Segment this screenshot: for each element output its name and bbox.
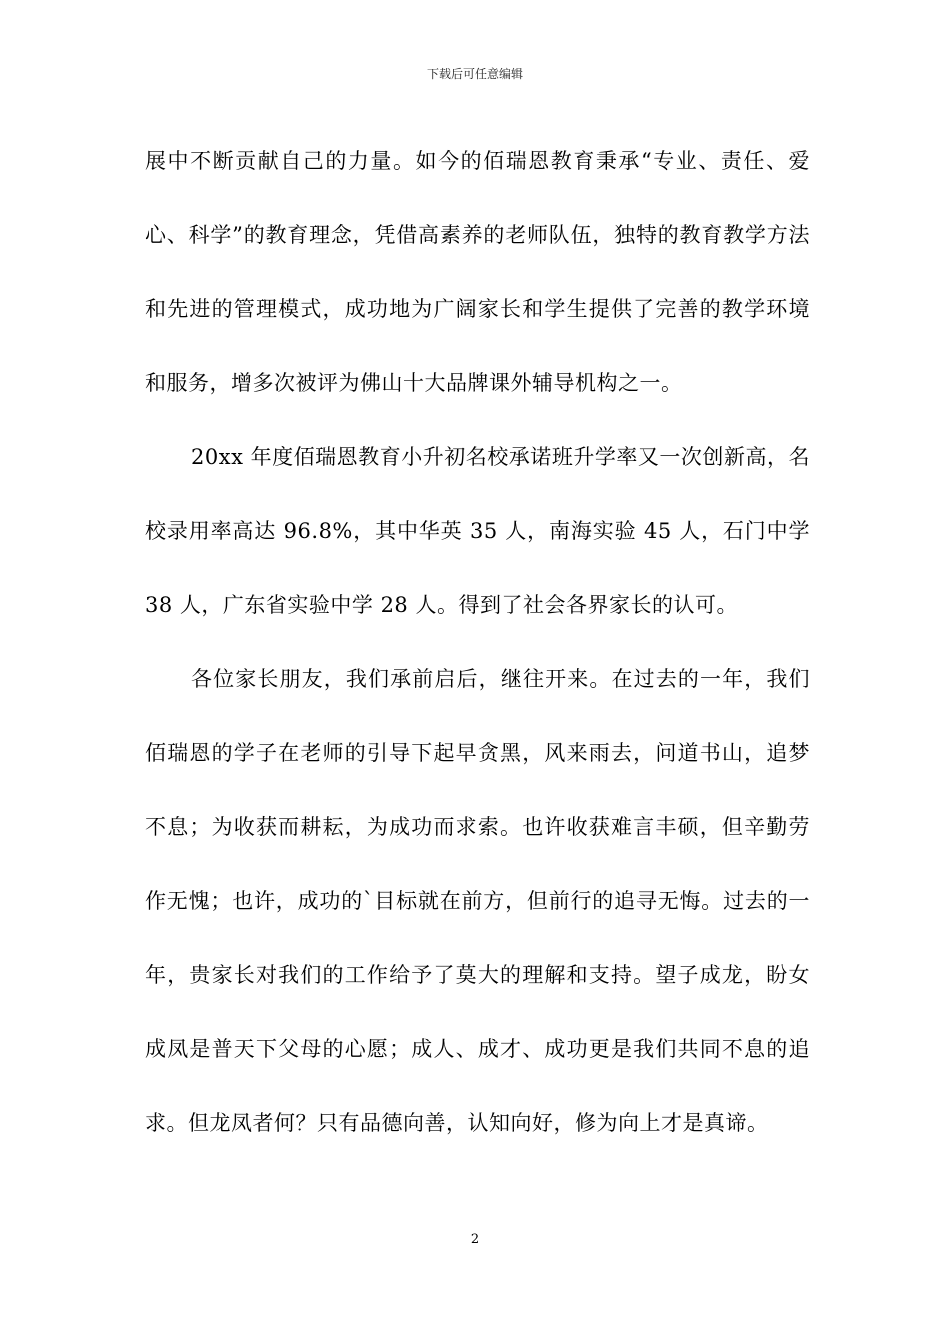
page-number: 2: [470, 1232, 480, 1247]
paragraph-parents-address: 各位家长朋友，我们承前启后，继往开来。在过去的一年，我们佰瑞恩的学子在老师的引导下起早贪黑，风来雨去，问道书山，追梦不息；为收获而耕耘，为成功而求索。也许收获难言丰硕，但辛勤劳作无愧；也许，成功的`目标就在前方，但前行的追寻无悔。过去的一年，贵家长对我们的工作给予了莫大的理解和支持。望子成龙，盼女成凤是普天下父母的心愿；成人、成才、成功更是我们共同不息的追求。但龙凤者何？只有品德向善，认知向好，修为向上才是真谛。: [145, 667, 810, 1135]
page-header: 下载后可任意编辑: [426, 67, 523, 81]
paragraph-admission-results: 20xx 年度佰瑞恩教育小升初名校承诺班升学率又一次创新高，名校录用率高达 96.8%，其中华英 35 人，南海实验 45 人，石门中学 38 人，广东省实验中学 28 人。得到了社会各界家长的认可。: [145, 445, 810, 617]
document-body: [145, 124, 810, 1160]
paragraph-continuation: 展中不断贡献自己的力量。如今的佰瑞恩教育秉承“专业、责任、爱心、科学”的教育理念，凭借高素养的老师队伍，独特的教育教学方法和先进的管理模式，成功地为广阔家长和学生提供了完善的教学环境和服务，增多次被评为佛山十大品牌课外辅导机构之一。: [145, 149, 810, 395]
